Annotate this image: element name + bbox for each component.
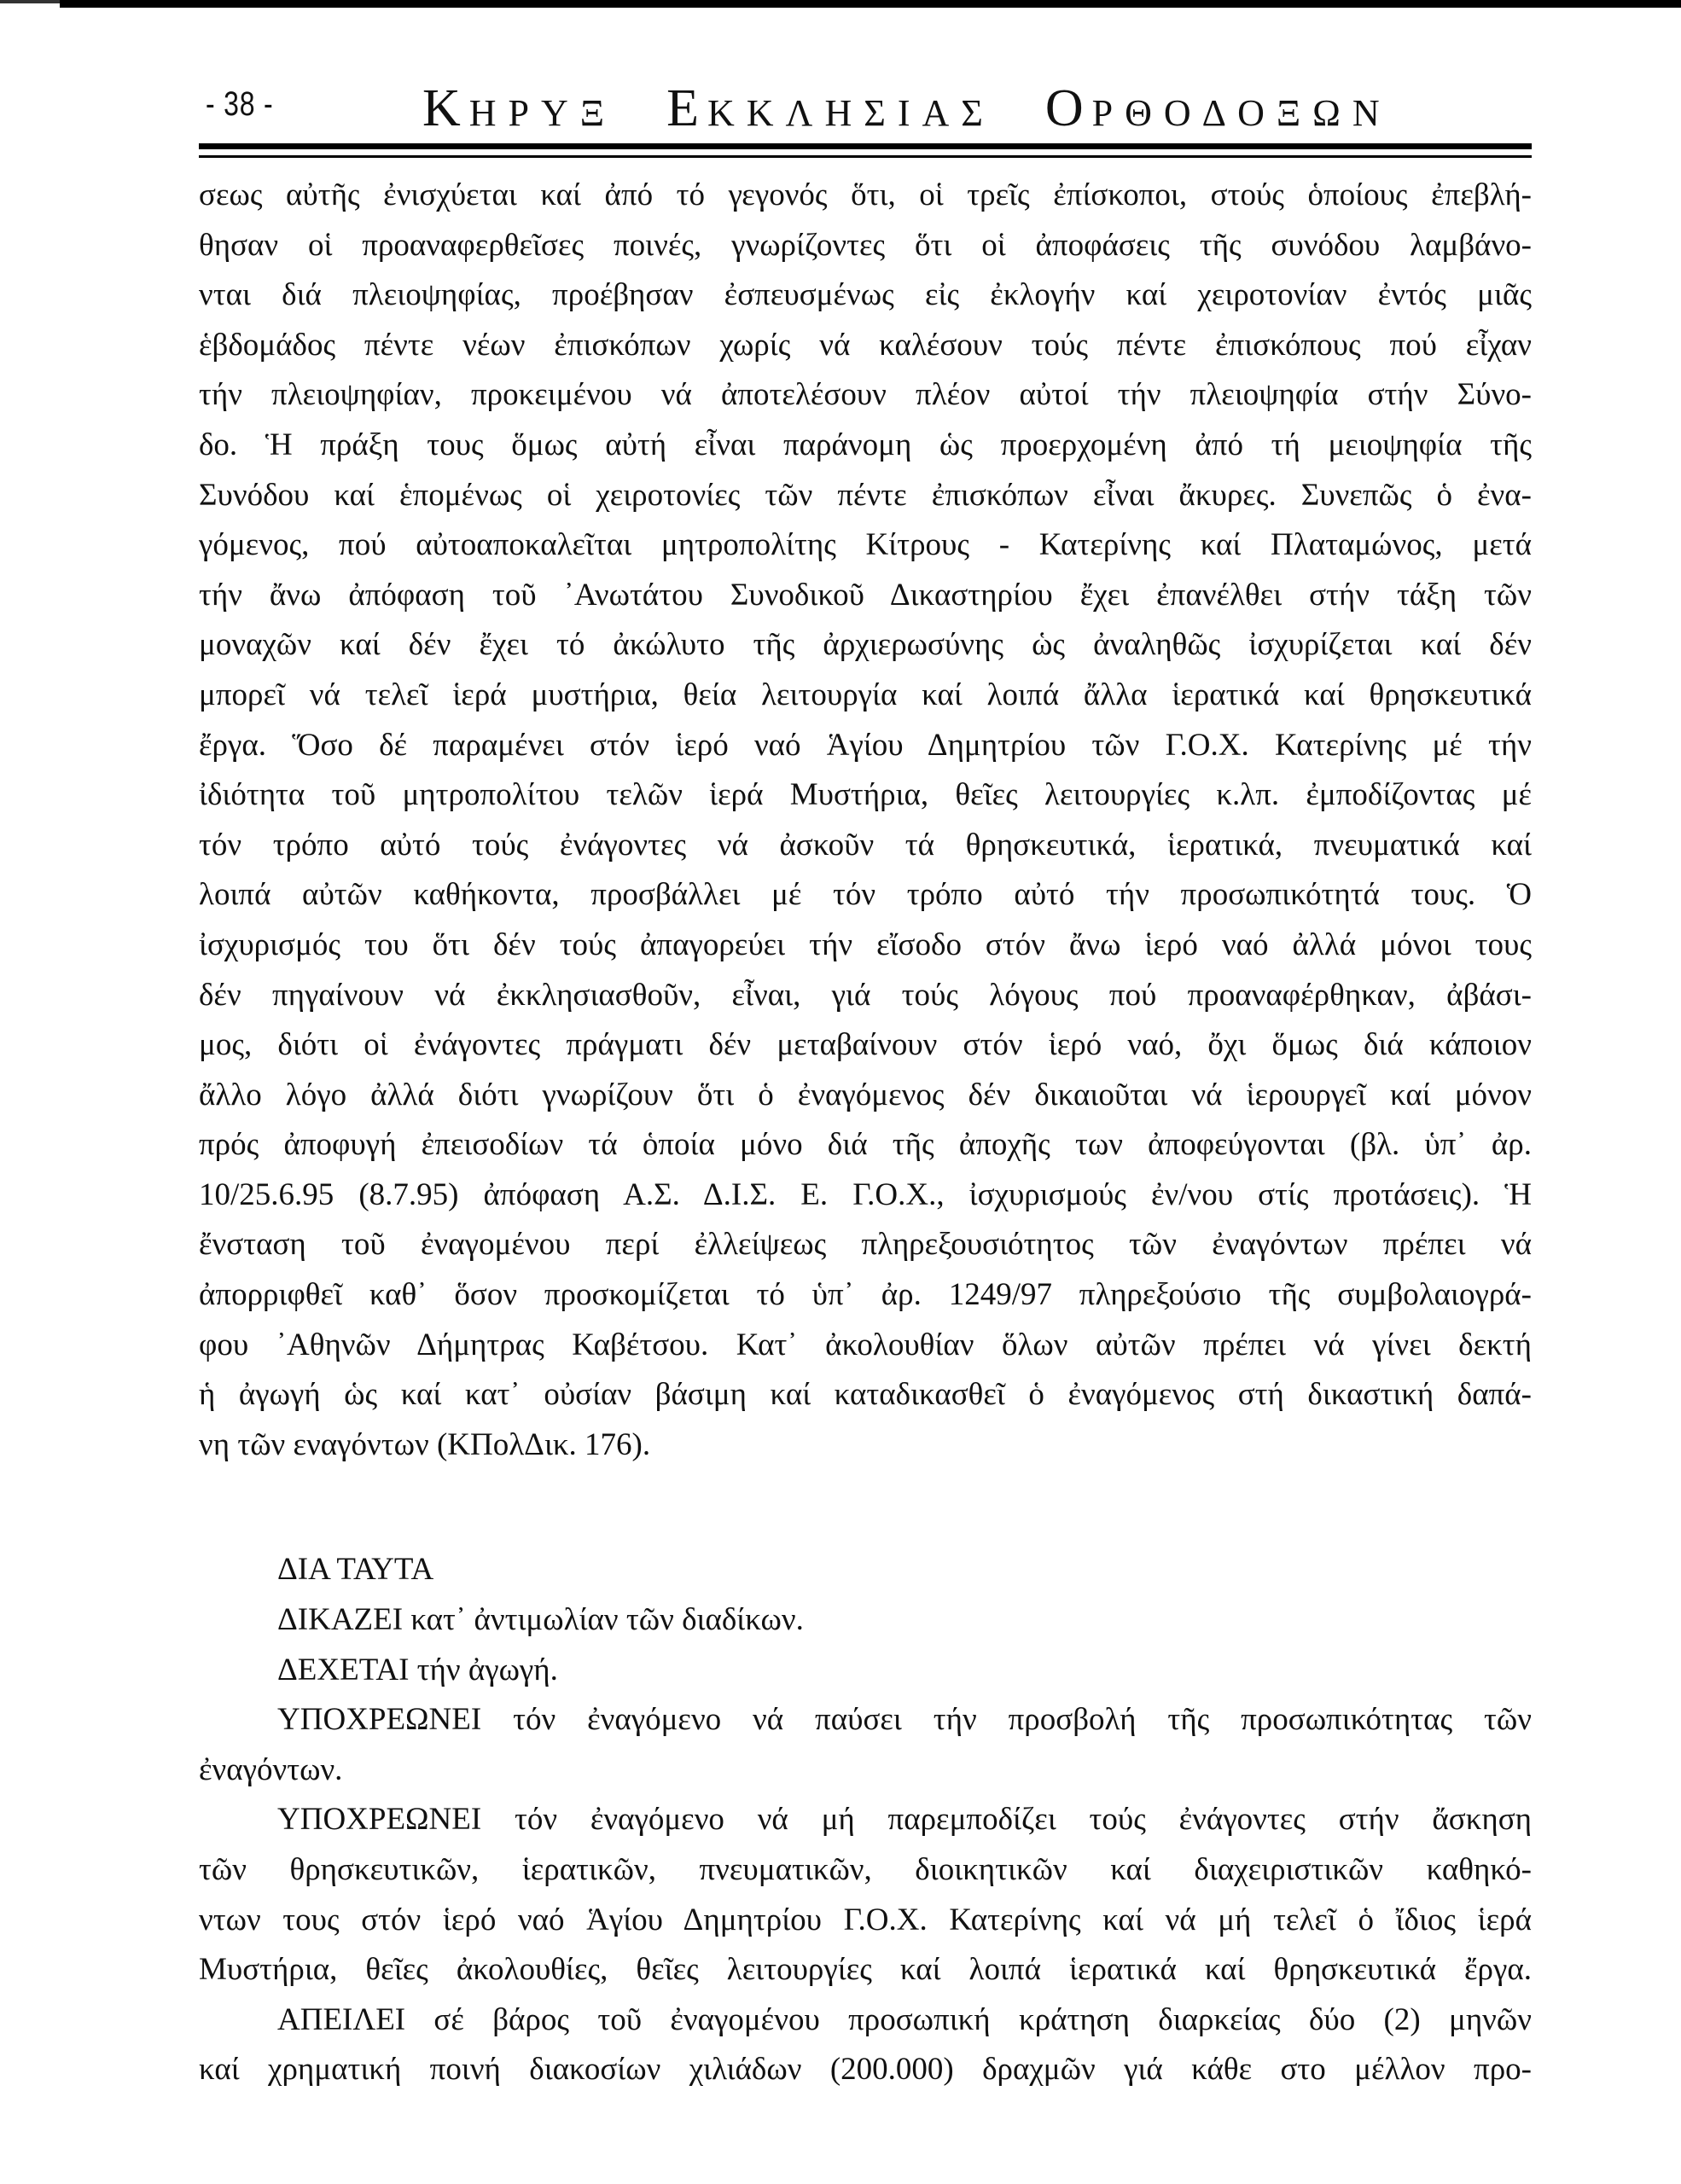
scan-artifact [0,0,60,3]
section-gap [199,1470,1532,1545]
text-line: 10/25.6.95 (8.7.95) ἀπόφαση Α.Σ. Δ.Ι.Σ. Ε. Γ.Ο.Χ., ἰσχυρισμούς ἐν/νου στίς προτάσεις). Ἡ [199,1176,1532,1212]
journal-title [422,78,1421,139]
text-line: μοναχῶν καί δέν ἔχει τό ἀκώλυτο τῆς ἀρχιερωσύνης ὡς ἀναληθῶς ἰσχυρίζεται καί δέν [199,627,1532,663]
text-line: ἰδιότητα τοῦ μητροπολίτου τελῶν ἱερά Μυστήρια, θεῖες λειτουργίες κ.λπ. ἐμποδίζοντας μέ [199,777,1532,813]
text-line: τήν ἄνω ἀπόφαση τοῦ ᾿Ανωτάτου Συνοδικοῦ Δικαστηρίου ἔχει ἐπανέλθει στήν τάξη τῶν [199,577,1532,613]
text-line: δέν πηγαίνουν νά ἐκκλησιασθοῦν, εἶναι, γιά τούς λόγους πού προαναφέρθηκαν, ἀβάσι- [199,977,1532,1013]
main-paragraph [199,171,1532,1470]
ruling-apeilei: ΑΠΕΙΛΕΙ σέ βάρος τοῦ ἐναγομένου προσωπική κράτηση διαρκείας δύο (2) μηνῶν [277,2001,1532,2037]
ruling-section [199,1545,1532,2095]
title-word-1: ΚΗΡΥΞ [422,79,617,137]
running-header [199,78,1532,137]
text-line: νται διά πλειοψηφίας, προέβησαν ἐσπευσμένως εἰς ἐκλογήν καί χειροτονίαν ἐντός μιᾶς [199,277,1532,313]
text-line: ἄλλο λόγο ἀλλά διότι γνωρίζουν ὅτι ὁ ἐναγόμενος δέν δικαιοῦται νά ἱερουργεῖ καί μόνον [199,1077,1532,1112]
text-line: ἰσχυρισμός του ὅτι δέν τούς ἀπαγορεύει τήν εἴσοδο στόν ἄνω ἱερό ναό ἀλλά μόνοι τους [199,926,1532,962]
text-line: μος, διότι οἱ ἐνάγοντες πράγματι δέν μεταβαίνουν στόν ἱερό ναό, ὄχι ὅμως διά κάποιον [199,1027,1532,1063]
text-line: μπορεῖ νά τελεῖ ἱερά μυστήρια, θεία λειτουργία καί λοιπά ἄλλα ἱερατικά καί θρησκευτικά [199,677,1532,712]
ruling-ypoxreonei-1-cont: ἐναγόντων. [199,1751,343,1787]
title-word-2: ΕΚΚΛΗΣΙΑΣ [666,79,995,137]
text-line: πρός ἀποφυγή ἐπεισοδίων τά ὁποία μόνο διά τῆς ἀποχῆς των ἀποφεύγονται (βλ. ὑπ᾿ ἀρ. [199,1127,1532,1163]
ruling-ypoxreonei-2-cont: τῶν θρησκευτικῶν, ἱερατικῶν, πνευματικῶν, διοικητικῶν καί διαχειριστικῶν καθηκό- [199,1852,1532,1887]
title-word-3: ΟΡΘΟΔΟΞΩΝ [1044,79,1392,137]
ruling-heading: ΔΙΑ ΤΑΥΤΑ [277,1552,434,1588]
ruling-dexetai: ΔΕΧΕΤΑΙ τήν ἀγωγή. [277,1652,558,1687]
ruling-ypoxreonei-1: ΥΠΟΧΡΕΩΝΕΙ τόν ἐναγόμενο νά παύσει τήν προσβολή τῆς προσωπικότητας τῶν [277,1702,1532,1738]
text-line: δο. Ἡ πράξη τους ὅμως αὐτή εἶναι παράνομη ὡς προερχομένη ἀπό τή μειοψηφία τῆς [199,427,1532,462]
scan-edge-strip [60,0,1681,8]
text-line: σεως αὐτῆς ἐνισχύεται καί ἀπό τό γεγονός ὅτι, οἱ τρεῖς ἐπίσκοποι, στούς ὁποίους ἐπεβλή- [199,177,1532,212]
text-line: θησαν οἱ προαναφερθεῖσες ποινές, γνωρίζοντες ὅτι οἱ ἀποφάσεις τῆς συνόδου λαμβάνο- [199,227,1532,263]
ruling-ypoxreonei-2-cont: Μυστήρια, θεῖες ἀκολουθίες, θεῖες λειτουργίες καί λοιπά ἱερατικά καί θρησκευτικά ἔργα. [199,1952,1532,1988]
text-line: φου ᾿Αθηνῶν Δήμητρας Καβέτσου. Κατ᾿ ἀκολουθίαν ὅλων αὐτῶν πρέπει νά γίνει δεκτή [199,1327,1532,1362]
text-line: ἡ ἀγωγή ὡς καί κατ᾿ οὐσίαν βάσιμη καί καταδικασθεῖ ὁ ἐναγόμενος στή δικαστική δαπά- [199,1377,1532,1413]
text-line: γόμενος, πού αὐτοαποκαλεῖται μητροπολίτης Κίτρους - Κατερίνης καί Πλαταμώνος, μετά [199,527,1532,563]
ruling-apeilei-cont: καί χρηματική ποινή διακοσίων χιλιάδων (200.000) δραχμῶν γιά κάθε στο μέλλον προ- [199,2052,1532,2088]
page-body [199,171,1532,2095]
text-line: ἑβδομάδος πέντε νέων ἐπισκόπων χωρίς νά καλέσουν τούς πέντε ἐπισκόπους πού εἶχαν [199,327,1532,363]
ruling-ypoxreonei-2-cont: ντων τους στόν ἱερό ναό Ἁγίου Δημητρίου Γ.Ο.Χ. Κατερίνης καί νά μή τελεῖ ὁ ἴδιος ἱερά [199,1902,1532,1937]
text-line: ἀπορριφθεῖ καθ᾿ ὅσον προσκομίζεται τό ὑπ᾿ ἀρ. 1249/97 πληρεξούσιο τῆς συμβολαιογρά- [199,1277,1532,1313]
ruling-ypoxreonei-2: ΥΠΟΧΡΕΩΝΕΙ τόν ἐναγόμενο νά μή παρεμποδίζει τούς ἐνάγοντες στήν ἄσκηση [277,1802,1532,1838]
text-line: νη τῶν εναγόντων (ΚΠολΔικ. 176). [199,1426,651,1462]
text-line: Συνόδου καί ἑπομένως οἱ χειροτονίες τῶν πέντε ἐπισκόπων εἶναι ἄκυρες. Συνεπῶς ὁ ἐνα- [199,477,1532,513]
text-line: λοιπά αὐτῶν καθήκοντα, προσβάλλει μέ τόν τρόπο αὐτό τήν προσωπικότητά τους. Ὁ [199,877,1532,913]
header-rule-thick [199,143,1532,149]
page-number: - 38 - [206,85,274,123]
text-line: τόν τρόπο αὐτό τούς ἐνάγοντες νά ἀσκοῦν τά θρησκευτικά, ἱερατικά, πνευματικά καί [199,827,1532,863]
ruling-dikazei: ΔΙΚΑΖΕΙ κατ᾿ ἀντιμωλίαν τῶν διαδίκων. [277,1602,804,1638]
text-line: τήν πλειοψηφίαν, προκειμένου νά ἀποτελέσουν πλέον αὐτοί τήν πλειοψηφία στήν Σύνο- [199,377,1532,413]
text-line: ἔργα. Ὅσο δέ παραμένει στόν ἱερό ναό Ἁγίου Δημητρίου τῶν Γ.Ο.Χ. Κατερίνης μέ τήν [199,727,1532,763]
header-rule-thin [199,155,1532,158]
text-line: ἔνσταση τοῦ ἐναγομένου περί ἐλλείψεως πληρεξουσιότητος τῶν ἐναγόντων πρέπει νά [199,1227,1532,1263]
